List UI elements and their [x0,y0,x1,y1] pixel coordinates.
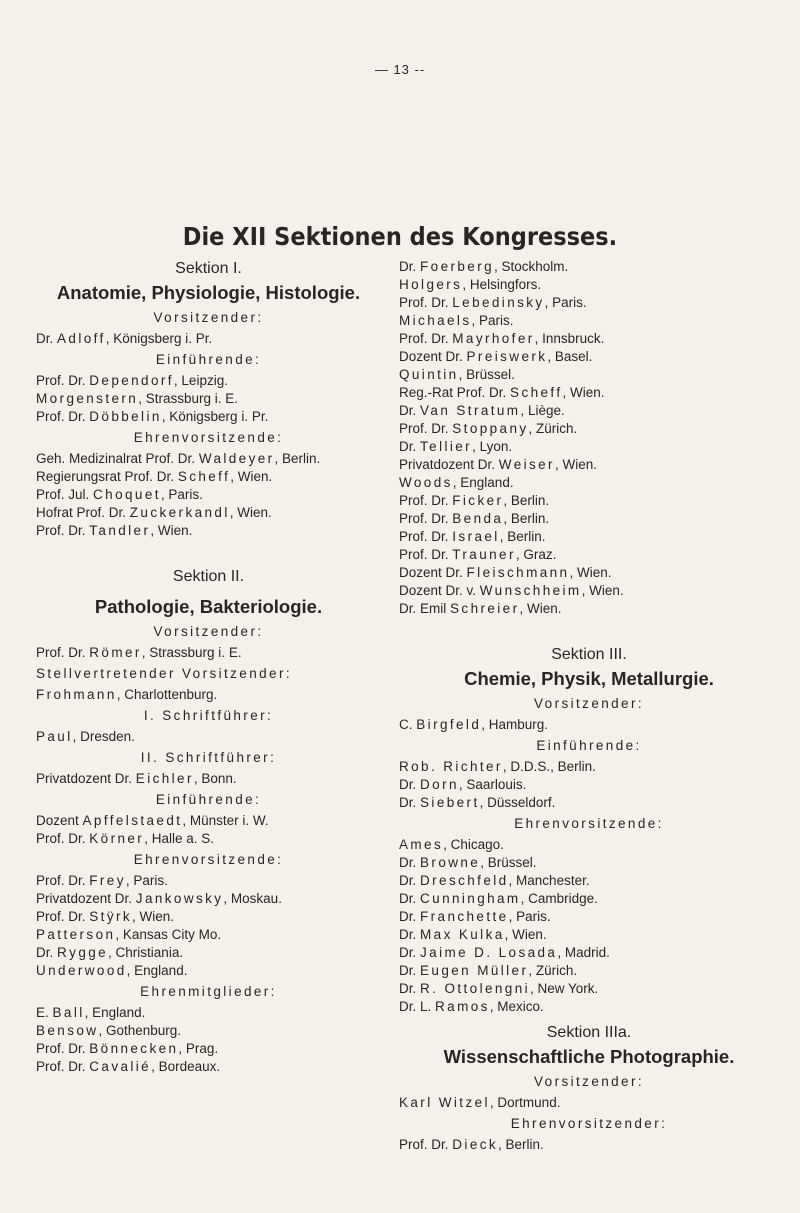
person-entry [399,980,779,998]
person-place: , Manchester. [508,873,590,888]
person-name: Stÿrk [89,909,133,924]
person-entry [399,294,779,312]
person-name: Quintin [399,367,459,382]
person-place: , England. [126,963,188,978]
person-entry [36,770,381,788]
person-place: , Berlin. [498,1137,544,1152]
section-subject: Pathologie, Bakteriologie. [94,596,323,617]
person-title: Prof. Dr. [36,373,90,388]
person-place: , Charlottenburg. [116,687,218,702]
person-list [399,258,779,618]
person-name: Paul [36,729,73,744]
person-name: Eugen Müller [420,963,529,978]
person-place: , Paris. [508,909,551,924]
person-title: C. [399,717,417,732]
person-name: Cunningham [420,891,521,906]
person-place: , Kansas City Mo. [115,927,222,942]
person-place: , Berlin. [503,511,550,526]
person-entry [36,486,381,504]
person-name: Michaels [399,313,472,328]
person-entry [36,890,381,908]
section-heading: Sektion III. [551,646,627,663]
person-title: E. [36,1005,53,1020]
person-name: Holgers [399,277,463,292]
person-list [36,770,381,788]
person-entry [399,854,779,872]
person-name: Tellier [420,439,473,454]
person-name: Ramos [435,999,490,1014]
person-entry [399,944,779,962]
person-entry [399,456,779,474]
person-entry [399,836,779,854]
role-label: Einführende: [155,792,262,807]
person-list [36,1004,381,1076]
person-list [36,812,381,848]
person-entry [36,908,381,926]
person-name: Scheff [177,469,231,484]
person-title: Dr. [399,855,421,870]
person-place: , Cambridge. [520,891,598,906]
person-title: Prof. Dr. [399,493,453,508]
person-list [399,1094,779,1112]
person-title: Dr. [399,795,421,810]
person-place: , Basel. [547,349,593,364]
person-title: Dr. [36,945,58,960]
person-entry [399,528,779,546]
person-title: Dr. Emil [399,601,451,616]
person-place: , England. [84,1005,146,1020]
person-name: R. Ottolengni [420,981,531,996]
section-subject: Chemie, Physik, Metallurgie. [464,668,714,689]
person-name: Birgfeld [416,717,482,732]
person-place: , Dortmund. [489,1095,561,1110]
person-entry [36,330,381,348]
person-entry [36,830,381,848]
person-entry [36,450,381,468]
person-place: , Münster i. W. [182,813,269,828]
section-heading: Sektion I. [175,260,242,277]
person-name: Zuckerkandl [129,505,230,520]
person-name: Wunschheim [479,583,582,598]
person-title: Dr. [399,891,421,906]
person-place: , Königsberg i. Pr. [161,409,269,424]
person-entry [399,1094,779,1112]
page-title: Die XII Sektionen des Kongresses. [182,222,618,251]
person-place: , Chicago. [443,837,504,852]
person-place: , Gothenburg. [98,1023,181,1038]
person-name: Frohmann [36,687,117,702]
person-title: Dr. [399,439,421,454]
person-entry [399,474,779,492]
person-entry [36,962,381,980]
person-title: Prof. Dr. [36,831,90,846]
person-entry [399,908,779,926]
person-place: , Halle a. S. [144,831,214,846]
person-entry [399,776,779,794]
person-name: Lebedinsky [452,295,545,310]
person-entry [399,758,779,776]
person-entry [399,998,779,1016]
role-label: Ehrenvorsitzender: [510,1116,668,1131]
person-place: , Saarlouis. [458,777,527,792]
person-entry [399,402,779,420]
section-subject: Wissenschaftliche Photographie. [443,1046,735,1067]
person-place: , Madrid. [557,945,610,960]
person-title: Dr. [399,981,421,996]
person-entry [36,1022,381,1040]
person-name: Morgenstern [36,391,139,406]
person-title: Dr. [399,927,421,942]
person-name: Max Kulka [420,927,505,942]
person-name: Bönnecken [89,1041,179,1056]
role-label: Einführende: [536,738,642,753]
person-list [399,758,779,812]
person-place: , Helsingfors. [462,277,542,292]
person-place: , Strassburg i. E. [138,391,238,406]
person-name: Woods [399,475,453,490]
person-entry [399,510,779,528]
person-place: , Wien. [519,601,562,616]
person-entry [399,890,779,908]
person-title: Privatdozent Dr. [399,457,499,472]
person-entry [36,944,381,962]
person-place: , Berlin. [499,529,546,544]
person-place: , Berlin. [503,493,550,508]
person-place: , Liège. [520,403,565,418]
person-entry [399,330,779,348]
person-title: Dr. [399,403,421,418]
person-place: , Wien. [554,457,597,472]
person-place: , Prag. [178,1041,219,1056]
person-title: Prof. Dr. [36,523,90,538]
person-name: Apffelstaedt [82,813,183,828]
person-list [36,728,381,746]
person-list [36,450,381,540]
person-name: Döbbelin [89,409,162,424]
person-name: Dreschfeld [420,873,509,888]
person-name: Patterson [36,927,116,942]
person-entry [399,492,779,510]
person-name: Bensow [36,1023,99,1038]
person-place: , Mexico. [489,999,544,1014]
person-name: Foerberg [420,259,494,274]
person-title: Dr. [399,909,421,924]
person-name: Römer [89,645,142,660]
person-entry [36,390,381,408]
person-place: , Düsseldorf. [479,795,556,810]
person-place: , England. [452,475,514,490]
person-place: , Moskau. [223,891,282,906]
person-entry [399,962,779,980]
person-title: Dr. [399,873,421,888]
person-name: Ball [52,1005,85,1020]
person-name: Underwood [36,963,127,978]
person-place: , Paris. [544,295,587,310]
person-name: Jankowsky [135,891,224,906]
person-name: Adloff [57,331,106,346]
person-place: , New York. [530,981,599,996]
person-name: Karl Witzel [399,1095,490,1110]
person-title: Prof. Dr. [399,295,453,310]
person-entry [399,794,779,812]
role-label: Vorsitzender: [534,1074,644,1089]
person-name: Schreier [450,601,520,616]
person-title: Prof. Dr. [399,1137,453,1152]
person-title: Prof. Dr. [399,511,453,526]
person-title: Prof. Jul. [36,487,94,502]
person-entry [399,312,779,330]
person-entry [36,468,381,486]
person-entry [399,1136,779,1154]
role-label: Einführende: [155,352,262,367]
left-column [36,258,381,1076]
person-entry [399,276,779,294]
person-entry [399,872,779,890]
person-entry [399,564,779,582]
person-entry [399,348,779,366]
person-name: Ficker [452,493,504,508]
person-title: Geh. Medizinalrat Prof. Dr. [36,451,199,466]
person-place: , Wien. [230,469,273,484]
person-list [36,872,381,980]
person-entry [399,438,779,456]
person-place: , Innsbruck. [534,331,605,346]
person-name: Benda [452,511,504,526]
person-name: Israel [452,529,500,544]
person-entry [36,872,381,890]
person-title: Prof. Dr. [36,645,90,660]
person-entry [399,546,779,564]
person-entry [399,258,779,276]
person-name: Körner [89,831,145,846]
person-title: Dr. [36,331,58,346]
person-title: Dozent Dr. [399,349,467,364]
person-place: , Königsberg i. Pr. [105,331,213,346]
person-entry [399,582,779,600]
person-place: , Zürich. [528,421,578,436]
section-subject: Anatomie, Physiologie, Histologie. [56,282,361,303]
person-entry [36,1058,381,1076]
person-place: , Wien. [562,385,605,400]
person-title: Prof. Dr. [36,1041,90,1056]
person-place: , Bonn. [193,771,237,786]
person-name: Rygge [57,945,109,960]
person-title: Prof. Dr. [399,529,453,544]
person-name: Browne [420,855,481,870]
person-title: Dr. [399,259,421,274]
person-list [399,836,779,1016]
person-title: Prof. Dr. [36,1059,90,1074]
person-title: Regierungsrat Prof. Dr. [36,469,178,484]
person-list [399,1136,779,1154]
role-label: Vorsitzender: [153,310,264,325]
person-name: Eichler [135,771,194,786]
person-name: Franchette [420,909,509,924]
person-entry [399,600,779,618]
person-entry [36,372,381,390]
person-entry [36,686,381,704]
role-label: Ehrenvorsitzende: [133,430,284,445]
person-place: , Wien. [132,909,175,924]
person-name: Scheff [510,385,563,400]
person-title: Reg.-Rat Prof. Dr. [399,385,511,400]
person-title: Hofrat Prof. Dr. [36,505,130,520]
role-label: Ehrenvorsitzende: [133,852,284,867]
person-title: Dr. [399,963,421,978]
person-title: Dr. [399,777,421,792]
person-place: , Stockholm. [494,259,569,274]
person-place: , Leipzig. [173,373,228,388]
person-entry [36,926,381,944]
person-title: Prof. Dr. [399,331,453,346]
person-title: Prof. Dr. [36,409,90,424]
person-title: Dr. [399,945,421,960]
role-label: Vorsitzender: [534,696,644,711]
person-name: Frey [89,873,126,888]
person-name: Rob. Richter [399,759,503,774]
person-place: , Dresden. [72,729,135,744]
person-place: , Paris. [125,873,168,888]
person-place: , Strassburg i. E. [141,645,242,660]
person-entry [399,420,779,438]
person-entry [36,812,381,830]
person-name: Ames [399,837,444,852]
role-label: Ehrenmitglieder: [140,984,277,999]
role-label: Stellvertretender Vorsitzender: [36,666,292,681]
role-label: II. Schriftführer: [140,750,277,765]
person-list [36,330,381,348]
person-name: Choquet [93,487,161,502]
person-place: , Wien. [504,927,547,942]
section-heading: Sektion II. [172,568,245,585]
person-entry [36,728,381,746]
person-entry [36,1004,381,1022]
person-list [399,716,779,734]
person-title: Prof. Dr. [399,547,453,562]
person-place: , Bordeaux. [151,1059,221,1074]
person-name: Trauner [452,547,516,562]
person-title: Dozent Dr. [399,565,467,580]
person-place: , Zürich. [528,963,578,978]
person-place: , Graz. [515,547,557,562]
person-name: Stoppany [452,421,529,436]
person-entry [399,716,779,734]
person-title: Prof. Dr. [36,909,90,924]
person-title: Dozent [36,813,83,828]
person-place: , Berlin. [274,451,321,466]
person-name: Jaime D. Losada [420,945,558,960]
person-name: Fleischmann [466,565,570,580]
person-entry [36,408,381,426]
right-column [399,258,779,1154]
person-place: , Christiania. [108,945,184,960]
person-title: Prof. Dr. [36,873,90,888]
person-place: , Paris. [160,487,203,502]
role-label: Vorsitzender: [153,624,264,639]
person-place: , Brüssel. [480,855,537,870]
person-name: Cavalié [89,1059,152,1074]
person-name: Weiser [498,457,555,472]
person-place: , Hamburg. [481,717,549,732]
section-heading: Sektion IIIa. [546,1024,632,1041]
person-place: , D.D.S., Berlin. [502,759,596,774]
person-title: Dr. L. [399,999,436,1014]
person-list [36,686,381,704]
person-name: Tandler [89,523,151,538]
person-place: , Wien. [229,505,272,520]
person-name: Siebert [420,795,480,810]
person-place: , Wien. [581,583,624,598]
person-name: Dieck [452,1137,499,1152]
person-title: Prof. Dr. [399,421,453,436]
person-name: Van Stratum [420,403,521,418]
person-list [36,372,381,426]
person-entry [36,1040,381,1058]
person-entry [36,644,381,662]
person-place: , Lyon. [472,439,513,454]
role-label: I. Schriftführer: [143,708,274,723]
person-name: Waldeyer [198,451,275,466]
person-name: Mayrhofer [452,331,535,346]
person-entry [399,384,779,402]
person-entry [36,504,381,522]
page-number: — 13 -- [374,62,426,77]
person-entry [399,366,779,384]
person-name: Preiswerk [466,349,548,364]
person-name: Dorn [420,777,459,792]
person-place: , Wien. [150,523,193,538]
person-place: , Paris. [471,313,514,328]
person-list [36,644,381,662]
role-label: Ehrenvorsitzende: [514,816,664,831]
person-entry [399,926,779,944]
person-entry [36,522,381,540]
person-title: Dozent Dr. v. [399,583,480,598]
person-name: Dependorf [89,373,174,388]
person-place: , Brüssel. [458,367,515,382]
person-place: , Wien. [569,565,612,580]
person-title: Privatdozent Dr. [36,891,136,906]
person-title: Privatdozent Dr. [36,771,136,786]
